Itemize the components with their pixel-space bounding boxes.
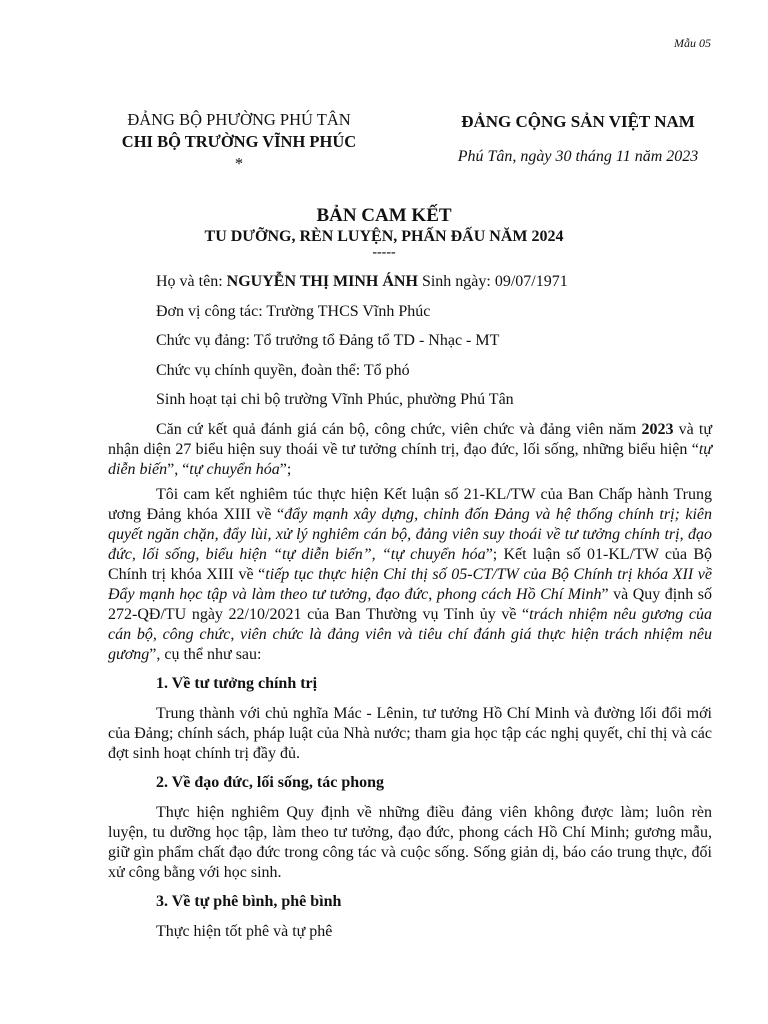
gov-position-label: Chức vụ chính quyền, đoàn thể: (156, 361, 364, 379)
place-date: Phú Tân, ngày 30 tháng 11 năm 2023 (457, 148, 699, 165)
section-3-text: Thực hiện tốt phê và tự phê (156, 922, 333, 940)
commitment-text-3: ” và Quy định số 272-QĐ/TU ngày 22/10/2021 của Ban Thường vụ Tỉnh ủy về “ (108, 585, 712, 623)
issuing-organization (108, 109, 370, 175)
info-party-position-line (108, 331, 712, 351)
party-name: ĐẢNG CỘNG SẢN VIỆT NAM (461, 112, 695, 131)
commitment-italic-1: đẩy mạnh xây dựng, chỉnh đốn Đảng và hệ thống chính trị; kiên quyết ngăn chặn, đẩy lùi, xử lý nghiêm cán bộ, đảng viên suy thoái về tư tưởng chính trị, đạo đức, lối sống, biểu hiện “tự diễn biến”, “tự chuyển hóa (108, 505, 712, 563)
basis-text-3: ”, “ (167, 460, 190, 478)
section-2-text: Thực hiện nghiêm Quy định về những điều đảng viên không được làm; luôn rèn luyện, tu dưỡng học tập, làm theo tư tưởng, đạo đức, phong cách Hồ Chí Minh; gương mẫu, giữ gìn phẩm chất đạo đức trong công tác và cuộc sống. Sống giản dị, báo cáo trung thực, đối xử công bằng với học sinh. (108, 803, 712, 881)
commitment-italic-2: tiếp tục thực hiện Chỉ thị số 05-CT/TW của Bộ Chính trị khóa XII về Đẩy mạnh học tập và làm theo tư tưởng, đạo đức, phong cách Hồ Chí Minh (108, 565, 712, 603)
dob-label: Sinh ngày: (417, 273, 495, 290)
form-number: Mẫu 05 (674, 36, 711, 50)
basis-text-2: và tự nhận diện 27 biểu hiện suy thoái về tư tưởng chính trị, đạo đức, lối sống, những biểu hiện “ (108, 420, 712, 458)
document-title (0, 205, 768, 259)
title-dashes: ----- (372, 245, 396, 260)
section-1-text: Trung thành với chủ nghĩa Mác - Lênin, tư tưởng Hồ Chí Minh và đường lối đổi mới của Đảng; chính sách, pháp luật của Nhà nước; tham gia học tập các nghị quyết, chỉ thị và các đợt sinh hoạt chính trị đầy đủ. (108, 704, 712, 762)
org-line-2: CHI BỘ TRƯỜNG VĨNH PHÚC (121, 132, 357, 151)
org-line-1: ĐẢNG BỘ PHƯỜNG PHÚ TÂN (127, 110, 351, 129)
title-sub: TU DƯỠNG, RÈN LUYỆN, PHẤN ĐẤU NĂM 2024 (204, 228, 564, 245)
name-label: Họ và tên: (156, 273, 227, 290)
info-name-line (108, 272, 712, 292)
gov-position: Tổ phó (363, 361, 410, 379)
org-mark: * (234, 154, 244, 173)
unit-label: Đơn vị công tác: (156, 302, 267, 320)
section-3-heading: 3. Về tự phê bình, phê bình (156, 892, 342, 910)
party-position-label: Chức vụ đảng: (156, 332, 254, 349)
commitment-text-1: Tôi cam kết nghiêm túc thực hiện Kết luận số 21-KL/TW của Ban Chấp hành Trung ương Đảng khóa XIII về “ (108, 485, 712, 523)
commitment-text-4: ”, cụ thể như sau: (149, 645, 262, 663)
work-unit: Trường THCS Vĩnh Phúc (266, 302, 431, 320)
basis-italic-2: tự chuyển hóa (189, 460, 280, 478)
basis-italic-1: tự diễn biến (108, 440, 712, 478)
basis-text-4: ”; (279, 460, 292, 478)
info-gov-position-line (108, 361, 712, 381)
basis-year: 2023 (641, 420, 674, 438)
party-position: Tổ trưởng tổ Đảng tổ TD - Nhạc - MT (253, 332, 500, 349)
section-2-heading: 2. Về đạo đức, lối sống, tác phong (156, 773, 385, 791)
basis-paragraph (108, 420, 712, 480)
commitment-paragraph (108, 485, 712, 665)
info-unit-line (108, 302, 712, 322)
commitment-italic-3: trách nhiệm nêu gương của cán bộ, công chức, viên chức là đảng viên và tiêu chí đánh giá thực hiện trách nhiệm nêu gương (108, 605, 713, 663)
national-header (408, 111, 748, 166)
member-name: NGUYỄN THỊ MINH ÁNH (226, 273, 418, 290)
section-1-heading: 1. Về tư tưởng chính trị (156, 674, 318, 692)
title-main: BẢN CAM KẾT (316, 205, 452, 226)
basis-text-1: Căn cứ kết quả đánh giá cán bộ, công chức, viên chức và đảng viên năm (156, 420, 642, 438)
date-of-birth: 09/07/1971 (494, 273, 568, 290)
commitment-text-2: ”; Kết luận số 01-KL/TW của Bộ Chính trị khóa XIII về “ (108, 545, 712, 583)
info-cell-line: Sinh hoạt tại chi bộ trường Vĩnh Phúc, phường Phú Tân (156, 391, 514, 408)
document-body (108, 272, 712, 942)
